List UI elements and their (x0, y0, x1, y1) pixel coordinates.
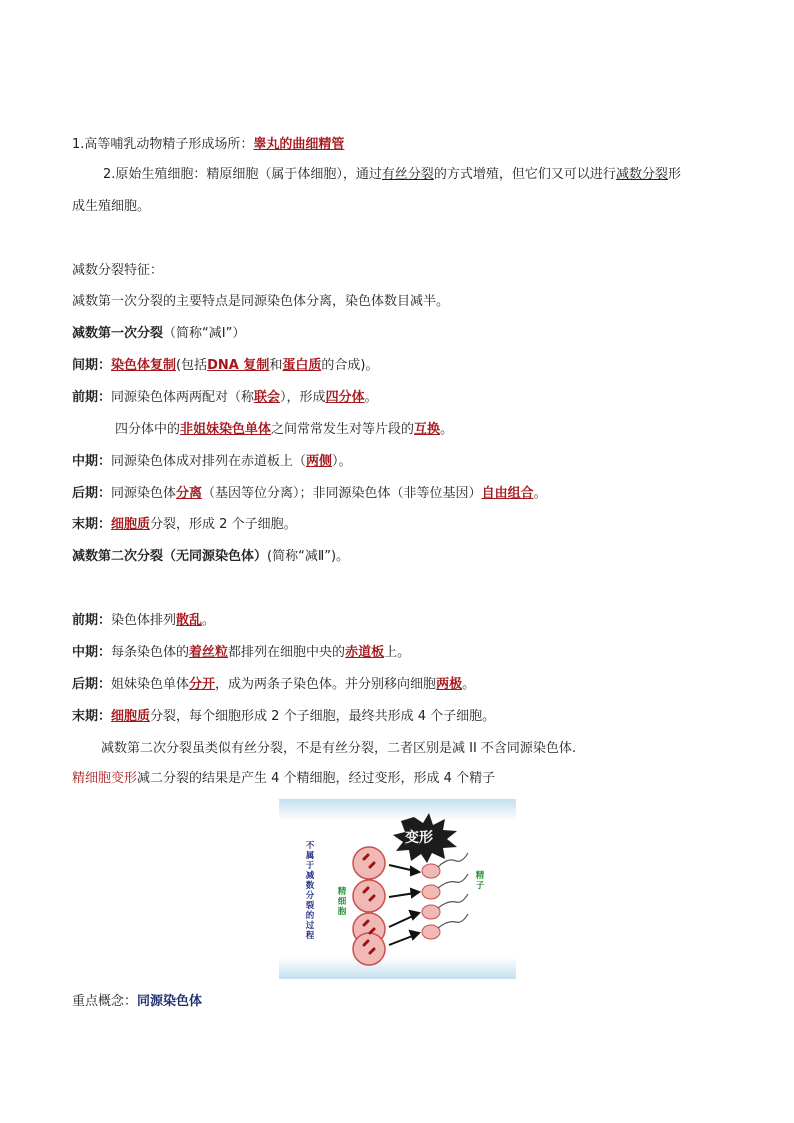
spermatid-cells (353, 847, 385, 965)
line-5: 减数第一次分裂的主要特点是同源染色体分离，染色体数目减半。 (72, 294, 450, 309)
line-12: 末期：细胞质分裂，形成 2 个子细胞。 (72, 517, 297, 532)
line-9: 四分体中的非姐妹染色单体之间常常发生对等片段的互换。 (115, 422, 454, 437)
line-3: 成生殖细胞。 (72, 199, 151, 214)
spermatogenesis-figure (279, 799, 516, 979)
line-18: 减数第二次分裂虽类似有丝分裂，不是有丝分裂，二者区别是减 II 不含同源染色体. (101, 741, 577, 756)
line-14: 前期：染色体排列散乱。 (72, 613, 216, 628)
line-4: 减数分裂特征： (72, 263, 164, 278)
line-20: 重点概念：同源染色体 (72, 994, 203, 1009)
line-6: 减数第一次分裂（简称“减Ⅰ”） (72, 326, 246, 341)
cell-vertical-label: 精 细 胞 (337, 887, 347, 917)
left-vertical-label: 不 属 于 减 数 分 裂 的 过 程 (305, 841, 315, 941)
line-8: 前期：同源染色体两两配对（称联会），形成四分体。 (72, 390, 378, 405)
line-7: 间期：染色体复制(包括DNA 复制和蛋白质的合成)。 (72, 358, 379, 373)
line-10: 中期：同源染色体成对排列在赤道板上（两侧）。 (72, 454, 352, 469)
line-1: 1.高等哺乳动物精子形成场所：睾丸的曲细精管 (72, 137, 345, 152)
line-19: 精细胞变形减二分裂的结果是产生 4 个精细胞，经过变形，形成 4 个精子 (72, 771, 496, 786)
line-15: 中期：每条染色体的着丝粒都排列在细胞中央的赤道板上。 (72, 645, 411, 660)
key-term: 睾丸的曲细精管 (253, 137, 345, 152)
line-16: 后期：姐妹染色单体分开，成为两条子染色体。并分别移向细胞两极。 (72, 677, 476, 692)
line-13: 减数第二次分裂（无同源染色体）(简称“减Ⅱ”)。 (72, 549, 350, 564)
sperm-vertical-label: 精 子 (475, 871, 485, 891)
line-11: 后期：同源染色体分离（基因等位分离）；非同源染色体（非等位基因）自由组合。 (72, 486, 547, 501)
burst-label: 变形 (405, 830, 433, 846)
line-17: 末期：细胞质分裂，每个细胞形成 2 个子细胞，最终共形成 4 个子细胞。 (72, 709, 496, 724)
line-2: 2.原始生殖细胞：精原细胞（属于体细胞），通过有丝分裂的方式增殖，但它们又可以进行减数分裂形 (103, 167, 681, 182)
